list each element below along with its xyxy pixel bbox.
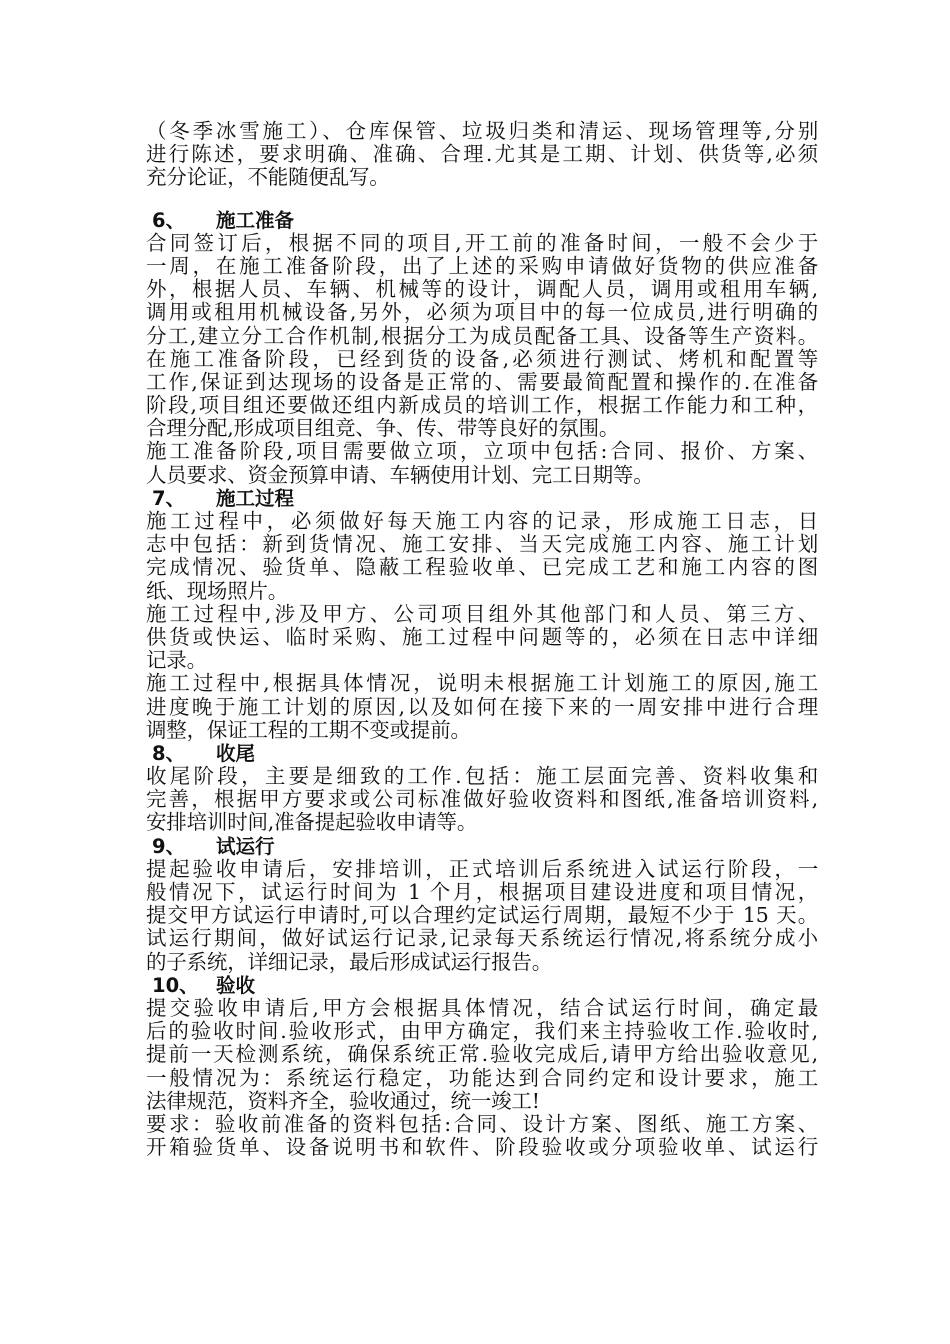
section-heading (146, 487, 818, 510)
text-line: 纸、现场照片。 (146, 578, 289, 603)
text-line: 调用或租用机械设备,另外，必须为项目中的每一位成员,进行明确的 (146, 300, 818, 325)
text-line: 施工过程中,根据具体情况，说明未根据施工计划施工的原因,施工 (146, 671, 818, 696)
text-line: （冬季冰雪施工）、仓库保管、垃圾归类和清运、现场管理等,分别 (146, 119, 818, 143)
text-line: 记录。 (146, 648, 207, 673)
text-line: 法律规范，资料齐全，验收通过，统一竣工! (146, 1088, 540, 1113)
text-line: 收尾阶段，主要是细致的工作.包括：施工层面完善、资料收集和 (146, 764, 818, 789)
section-heading (146, 742, 818, 765)
section-acceptance (146, 974, 818, 1160)
text-line: 般情况下，试运行时间为 1 个月，根据项目建设进度和项目情况， (146, 880, 818, 904)
text-line: 开箱验货单、设备说明书和软件、阶段验收或分项验收单、试运行 (146, 1135, 818, 1160)
text-line: 施工过程中,涉及甲方、公司项目组外其他部门和人员、第三方、 (146, 601, 818, 626)
text-line: 外，根据人员、车辆、机械等的设计，调配人员，调用或租用车辆, (146, 277, 818, 302)
text-line: 提起验收申请后，安排培训，正式培训后系统进入试运行阶段，一 (146, 856, 818, 881)
document-body (146, 120, 818, 1159)
text-line: 调整，保证工程的工期不变或提前。 (146, 717, 471, 742)
intro-paragraph (146, 120, 818, 190)
text-line: 完成情况、验货单、隐蔽工程验收单、已完成工艺和施工内容的图 (146, 555, 818, 580)
section-heading (146, 835, 818, 858)
section-title: 验收 (216, 973, 256, 997)
section-number: 6、 (152, 208, 186, 232)
section-title: 施工过程 (216, 486, 295, 510)
section-title: 收尾 (216, 741, 256, 765)
section-heading (146, 209, 818, 232)
text-line: 的子系统，详细记录，最后形成试运行报告。 (146, 949, 552, 974)
text-line: 分工,建立分工合作机制,根据分工为成员配备工具、设备等生产资料。 (146, 323, 818, 348)
text-line: 人员要求、资金预算申请、车辆使用计划、完工日期等。 (146, 462, 654, 487)
text-line: 提交验收申请后,甲方会根据具体情况，结合试运行时间，确定最 (146, 995, 818, 1020)
text-line: 试运行期间，做好试运行记录,记录每天系统运行情况,将系统分成小 (146, 926, 818, 951)
text-line: 充分论证，不能随便乱写。 (146, 165, 390, 190)
text-line: 阶段,项目组还要做还组内新成员的培训工作，根据工作能力和工种， (146, 393, 818, 418)
text-line: 合同签订后，根据不同的项目,开工前的准备时间，一般不会少于 (146, 230, 818, 255)
section-construction-preparation (146, 209, 818, 487)
text-line: 后的验收时间.验收形式，由甲方确定，我们来主持验收工作.验收时, (146, 1019, 818, 1044)
text-line: 安排培训时间,准备提起验收申请等。 (146, 810, 478, 835)
text-line: 要求：验收前准备的资料包括:合同、设计方案、图纸、施工方案、 (146, 1111, 818, 1136)
section-construction-process (146, 487, 818, 742)
text-line: 志中包括：新到货情况、施工安排、当天完成施工内容、施工计划 (146, 532, 818, 557)
section-closing (146, 742, 818, 835)
section-number: 7、 (152, 486, 186, 510)
text-line: 提交甲方试运行申请时,可以合理约定试运行周期，最短不少于 15 天。 (146, 903, 818, 928)
text-line: 施工准备阶段,项目需要做立项，立项中包括:合同、报价、方案、 (146, 439, 818, 464)
section-number: 10、 (152, 973, 199, 997)
section-title: 施工准备 (216, 208, 295, 232)
text-line: 工作,保证到达现场的设备是正常的、需要最简配置和操作的.在准备 (146, 369, 818, 394)
text-line: 进度晚于施工计划的原因,以及如何在接下来的一周安排中进行合理 (146, 694, 818, 719)
section-heading (146, 974, 818, 997)
section-title: 试运行 (216, 834, 275, 858)
text-line: 一周，在施工准备阶段，出了上述的采购申请做好货物的供应准备 (146, 253, 818, 278)
text-line: 供货或快运、临时采购、施工过程中问题等的，必须在日志中详细 (146, 624, 818, 649)
section-trial-run (146, 835, 818, 974)
section-number: 9、 (152, 834, 186, 858)
text-line: 施工过程中，必须做好每天施工内容的记录，形成施工日志，日 (146, 509, 818, 533)
section-number: 8、 (152, 741, 186, 765)
spacer (146, 190, 818, 209)
text-line: 进行陈述，要求明确、准确、合理.尤其是工期、计划、供货等,必须 (146, 142, 818, 167)
text-line: 提前一天检测系统，确保系统正常.验收完成后,请甲方给出验收意见, (146, 1042, 818, 1067)
text-line: 在施工准备阶段，已经到货的设备,必须进行测试、烤机和配置等 (146, 346, 818, 371)
text-line: 合理分配,形成项目组竞、争、传、带等良好的氛围。 (146, 416, 620, 441)
text-line: 一般情况为：系统运行稳定，功能达到合同约定和设计要求，施工 (146, 1065, 818, 1090)
text-line: 完善，根据甲方要求或公司标准做好验收资料和图纸,准备培训资料, (146, 787, 818, 812)
